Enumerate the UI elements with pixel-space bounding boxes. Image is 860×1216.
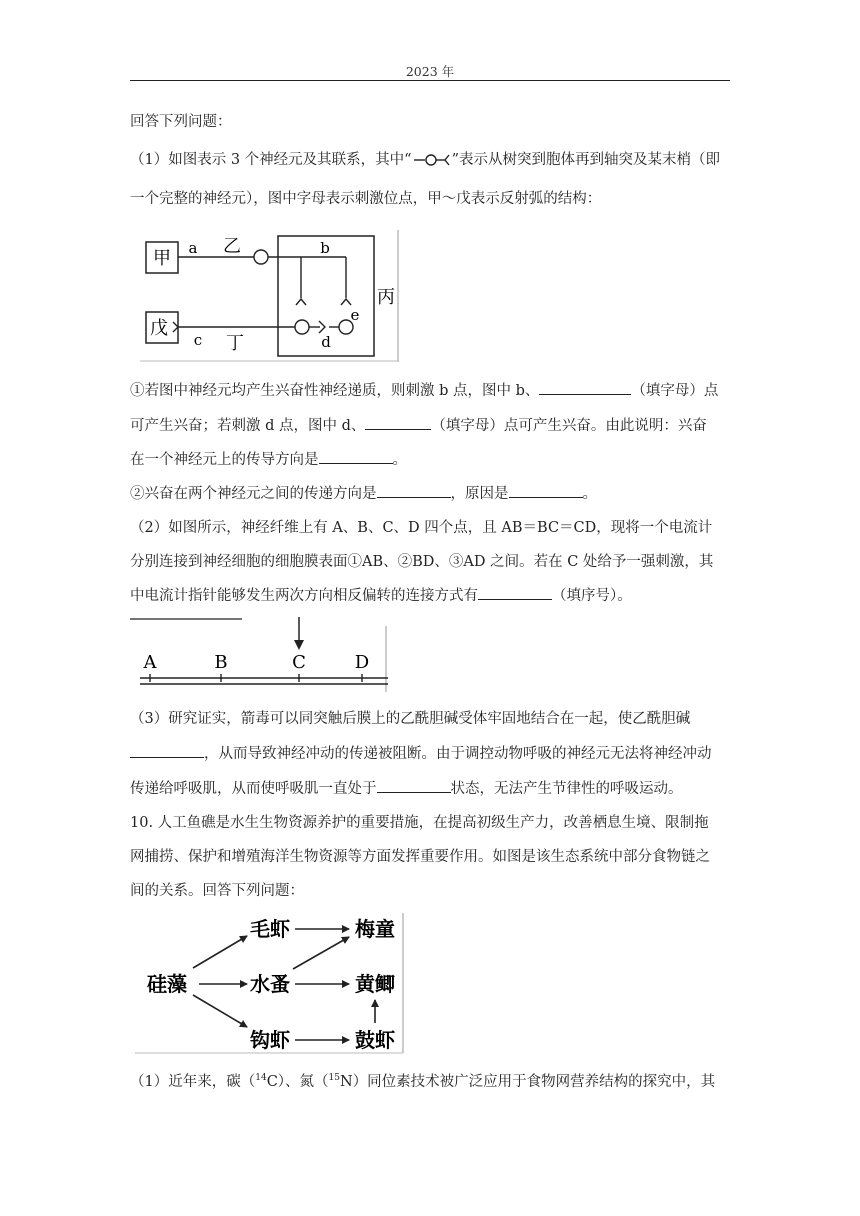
q1-line2: 一个完整的神经元），图中字母表示刺激位点，甲～戊表示反射弧的结构： (130, 191, 602, 207)
blank-7[interactable] (130, 742, 204, 758)
q1-sub1-line1 (130, 377, 732, 406)
blank-4[interactable] (377, 482, 451, 498)
q1-s1-text-a: ①若图中神经元均产生兴奋性神经递质，则刺激 b 点，图中 b、 (130, 383, 540, 399)
q3-text-b: ，从而导致神经冲动的传递被阻断。由于调控动物呼吸的神经元无法将神经冲动 (204, 746, 712, 762)
blank-1[interactable] (539, 379, 631, 395)
q3-text-a: 传递给呼吸肌，从而使呼吸肌一直处于 (130, 781, 377, 797)
page-header-year: 2023 年 (405, 64, 455, 79)
node-guxia: 鼓虾 (355, 1028, 395, 1052)
node-meitong: 梅童 (355, 917, 395, 941)
blank-5[interactable] (509, 482, 583, 498)
label-c: c (193, 331, 203, 349)
point-label-c: C (292, 652, 306, 673)
q10-line3: 间的关系。回答下列问题： (130, 883, 304, 899)
isotope-mass-n: 15 (328, 1073, 340, 1083)
q10-s1-text-a: （1）近年来，碳（ (130, 1073, 256, 1090)
q10-sub1-line (130, 1064, 732, 1097)
node-maoxia: 毛虾 (250, 917, 290, 941)
isotope-mass-c: 14 (255, 1073, 267, 1083)
nerve-fiber-diagram (130, 612, 392, 694)
q2-text-b: （填序号）。 (552, 588, 632, 604)
q3-text-c: 状态，无法产生节律性的呼吸运动。 (450, 781, 683, 797)
q10-s1-text-c: N）同位素技术被广泛应用于食物网营养结构的探究中，其 (340, 1073, 716, 1090)
label-a: a (188, 239, 198, 257)
q10-s1-text-b: C）、氮（ (266, 1073, 329, 1090)
label-ding: 丁 (226, 333, 244, 354)
label-jia: 甲 (153, 248, 171, 269)
q1-s1-text-c: 可产生兴奋；若刺激 d 点，图中 d、 (130, 418, 366, 434)
q2-line3 (130, 582, 732, 611)
q1-sub1-line3 (130, 446, 732, 475)
point-label-b: B (214, 652, 228, 673)
label-yi: 乙 (223, 236, 241, 257)
soma-upper (254, 250, 268, 264)
point-label-d: D (354, 652, 370, 673)
intro-text: 回答下列问题： (130, 114, 232, 130)
q1-s1-text-e: 在一个神经元上的传导方向是 (130, 452, 319, 468)
label-e: e (350, 306, 360, 324)
label-bing: 丙 (377, 287, 395, 308)
node-huangji: 黄鲫 (355, 972, 395, 996)
label-b: b (320, 239, 330, 257)
soma-lower-1 (295, 320, 309, 334)
blank-3[interactable] (319, 448, 393, 464)
reflex-arc-diagram (140, 228, 402, 363)
edge-guizao-maoxia (193, 936, 247, 968)
blank-8[interactable] (377, 777, 451, 793)
q2-line1: （2）如图所示，神经纤维上有 A、B、C、D 四个点，且 AB＝BC＝CD，现将一个电流计 (130, 520, 713, 536)
q10-line2: 网捕捞、保护和增殖海洋生物资源等方面发挥重要作用。如图是该生态系统中部分食物链之 (130, 849, 710, 865)
node-guizao: 硅藻 (147, 972, 187, 996)
q1-s1-text-f: 。 (392, 452, 407, 468)
label-wu: 戊 (150, 318, 168, 339)
q1-s2-text-c: 。 (582, 486, 597, 502)
food-web-diagram (135, 905, 405, 1057)
q3-line2 (130, 740, 732, 769)
q1-line1 (130, 146, 732, 175)
q2-text-a: 中电流计指针能够发生两次方向相反偏转的连接方式有 (130, 588, 478, 604)
q1-s2-text-b: ，原因是 (450, 486, 509, 502)
node-shuizao: 水蚤 (250, 972, 290, 996)
label-d: d (321, 333, 331, 351)
q2-line2: 分别连接到神经细胞的细胞膜表面①AB、②BD、③AD 之间。若在 C 处给予一强刺激，其 (130, 554, 714, 570)
point-label-a: A (143, 652, 157, 673)
q1-s1-text-b: （填字母）点 (631, 383, 719, 399)
q1-text-a: （1）如图表示 3 个神经元及其联系，其中“ (130, 152, 412, 168)
q3-line3 (130, 775, 732, 804)
header-rule (130, 80, 730, 81)
q1-s1-text-d: （填字母）点可产生兴奋。由此说明：兴奋 (431, 418, 707, 434)
q1-text-b: ”表示从树突到胞体再到轴突及某末梢（即 (451, 152, 721, 168)
edge-shuizao-meitong (293, 937, 349, 969)
q3-line1: （3）研究证实，箭毒可以同突触后膜上的乙酰胆碱受体牢固地结合在一起，使乙酰胆碱 (130, 711, 691, 727)
q1-sub2-line (130, 480, 732, 509)
q1-s2-text-a: ②兴奋在两个神经元之间的传递方向是 (130, 486, 377, 502)
neuron-symbol-icon (412, 153, 452, 167)
blank-2[interactable] (365, 414, 431, 430)
blank-6[interactable] (478, 584, 552, 600)
node-gouxia: 钩虾 (250, 1028, 290, 1052)
edge-guizao-gouxia (193, 995, 247, 1027)
q1-sub1-line2 (130, 412, 732, 441)
q10-line1: 10. 人工鱼礁是水生生物资源养护的重要措施，在提高初级生产力，改善栖息生境、限制拖 (130, 815, 709, 831)
